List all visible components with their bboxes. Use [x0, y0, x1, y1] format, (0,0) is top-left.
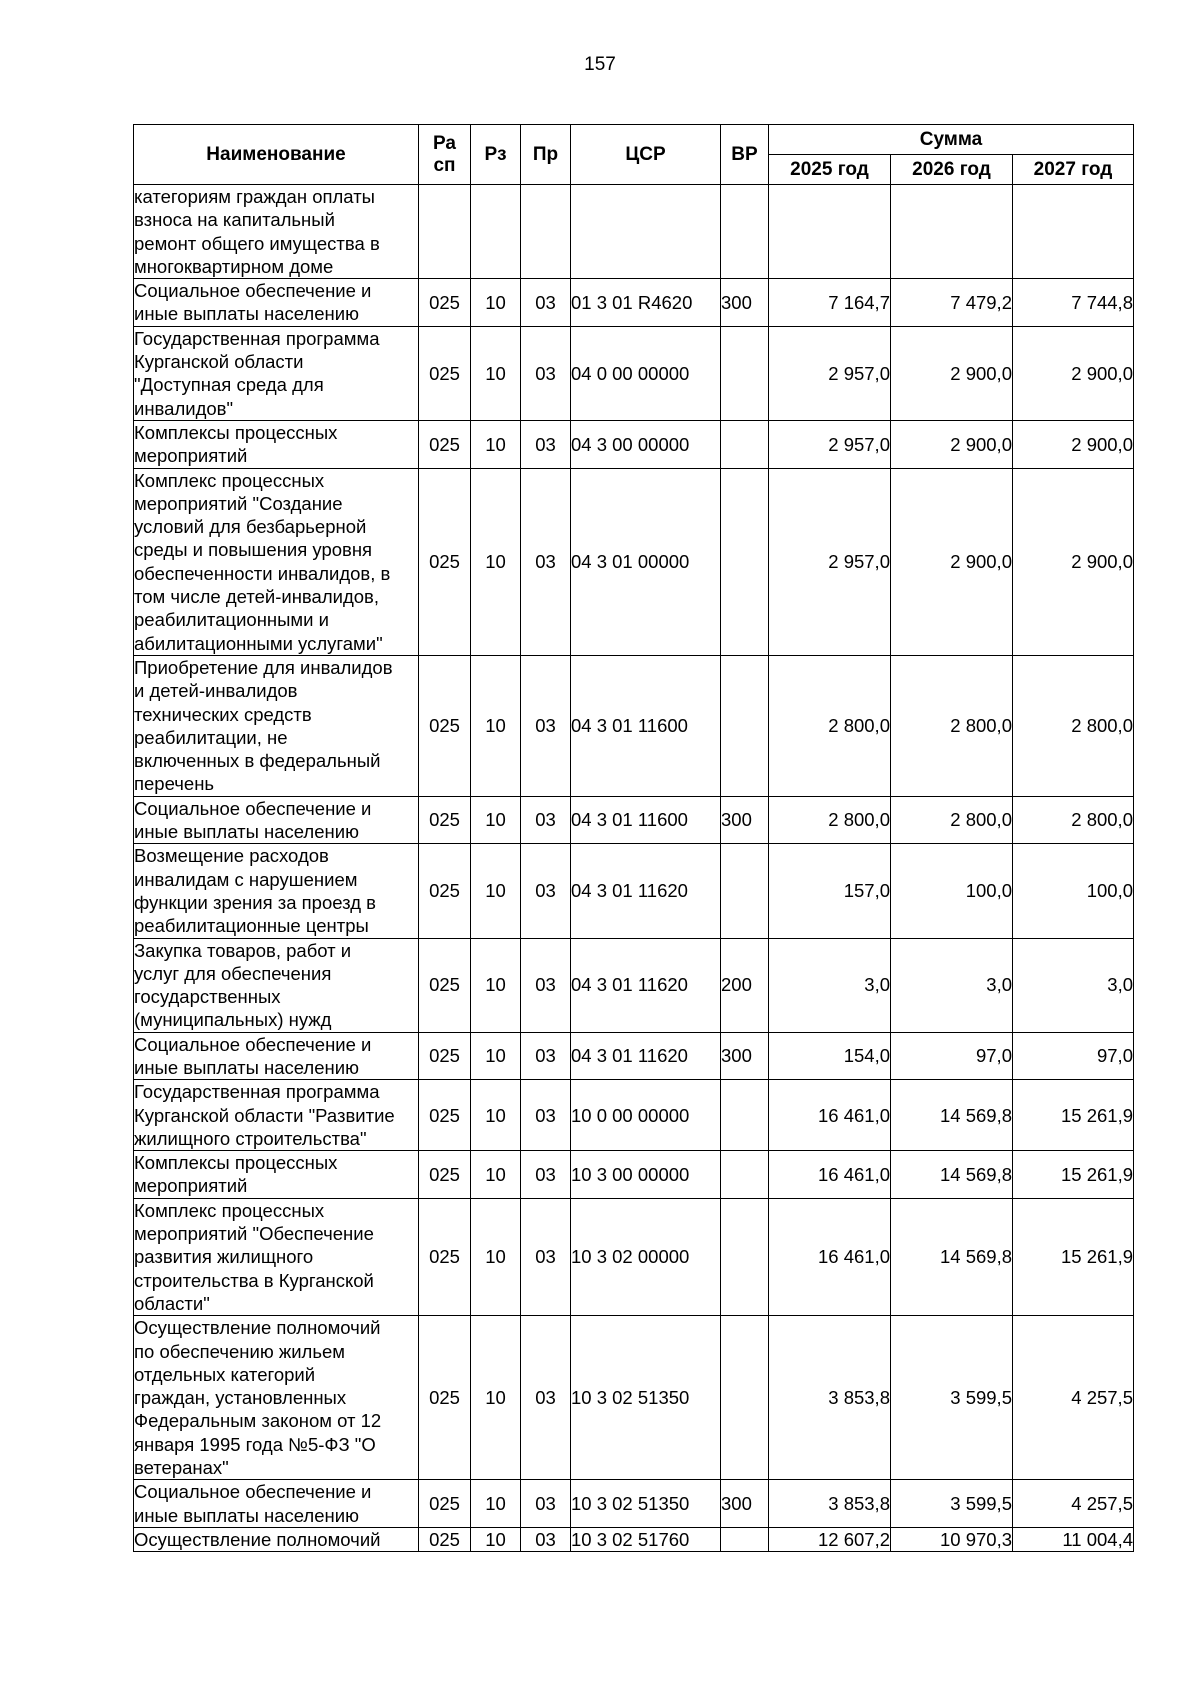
cell-csr: 10 3 02 00000	[571, 1198, 721, 1315]
cell-sum-2027: 15 261,9	[1013, 1198, 1134, 1315]
name-line: перечень	[134, 773, 215, 795]
cell-sum-2025: 2 800,0	[769, 655, 891, 796]
name-line: Социальное обеспечение и	[134, 1481, 372, 1503]
cell-rz: 10	[471, 1316, 521, 1480]
cell-sum-2026: 14 569,8	[891, 1198, 1013, 1315]
name-line: функции зрения за проезд в	[134, 891, 376, 913]
cell-rasp: 025	[419, 938, 471, 1032]
table-row	[134, 1527, 1134, 1551]
cell-name	[134, 1151, 419, 1199]
cell-sum-2025: 154,0	[769, 1032, 891, 1080]
table-row	[134, 796, 1134, 844]
cell-rz	[471, 185, 521, 279]
cell-rz: 10	[471, 468, 521, 655]
cell-csr: 04 3 01 11600	[571, 655, 721, 796]
name-line: мероприятий "Создание	[134, 492, 343, 514]
cell-pr: 03	[521, 1316, 571, 1480]
cell-rz: 10	[471, 420, 521, 468]
header-vr: ВР	[721, 125, 769, 185]
cell-csr: 01 3 01 R4620	[571, 279, 721, 327]
cell-rasp: 025	[419, 1527, 471, 1551]
header-sum: Сумма	[769, 125, 1134, 155]
name-line: мероприятий "Обеспечение	[134, 1223, 374, 1245]
name-line: Социальное обеспечение и	[134, 280, 372, 302]
cell-sum-2027: 2 800,0	[1013, 655, 1134, 796]
name-line: инвалидов"	[134, 397, 234, 419]
cell-pr: 03	[521, 1527, 571, 1551]
cell-pr: 03	[521, 468, 571, 655]
cell-name	[134, 185, 419, 279]
name-line: Комплекс процессных	[134, 469, 325, 491]
cell-rasp: 025	[419, 655, 471, 796]
cell-rasp: 025	[419, 279, 471, 327]
cell-sum-2026: 7 479,2	[891, 279, 1013, 327]
name-line: многоквартирном доме	[134, 255, 334, 277]
cell-rasp: 025	[419, 796, 471, 844]
cell-rz: 10	[471, 1527, 521, 1551]
name-line: Курганской области "Развитие	[134, 1104, 395, 1126]
cell-sum-2026: 97,0	[891, 1032, 1013, 1080]
header-name: Наименование	[134, 125, 419, 185]
cell-rasp: 025	[419, 1032, 471, 1080]
cell-sum-2026: 2 900,0	[891, 468, 1013, 655]
table-row	[134, 279, 1134, 327]
cell-sum-2026: 2 900,0	[891, 326, 1013, 420]
name-line: Осуществление полномочий	[134, 1528, 381, 1550]
name-line: том числе детей-инвалидов,	[134, 586, 380, 608]
cell-vr	[721, 326, 769, 420]
cell-vr: 200	[721, 938, 769, 1032]
cell-pr: 03	[521, 326, 571, 420]
budget-table	[133, 124, 1134, 1552]
cell-pr	[521, 185, 571, 279]
table-row	[134, 468, 1134, 655]
cell-pr: 03	[521, 938, 571, 1032]
table-body	[134, 185, 1134, 1552]
name-line: инвалидам с нарушением	[134, 868, 358, 890]
cell-sum-2026: 3,0	[891, 938, 1013, 1032]
table-row	[134, 1151, 1134, 1199]
cell-name	[134, 1032, 419, 1080]
cell-csr: 04 3 00 00000	[571, 420, 721, 468]
cell-name	[134, 844, 419, 938]
cell-sum-2027: 2 800,0	[1013, 796, 1134, 844]
cell-rz: 10	[471, 279, 521, 327]
cell-rasp: 025	[419, 1316, 471, 1480]
table-row	[134, 420, 1134, 468]
cell-name	[134, 1480, 419, 1528]
cell-sum-2027: 11 004,4	[1013, 1527, 1134, 1551]
cell-rz: 10	[471, 796, 521, 844]
name-line: строительства в Курганской	[134, 1269, 374, 1291]
cell-csr: 04 3 01 11600	[571, 796, 721, 844]
cell-sum-2025: 2 957,0	[769, 468, 891, 655]
name-line: Государственная программа	[134, 1081, 380, 1103]
table-row	[134, 844, 1134, 938]
name-line: иные выплаты населению	[134, 303, 359, 325]
cell-rasp: 025	[419, 844, 471, 938]
header-2025: 2025 год	[769, 155, 891, 185]
cell-csr: 04 3 01 11620	[571, 844, 721, 938]
cell-csr: 10 3 02 51350	[571, 1480, 721, 1528]
cell-rz: 10	[471, 1151, 521, 1199]
name-line: реабилитационные центры	[134, 915, 369, 937]
cell-sum-2025: 2 800,0	[769, 796, 891, 844]
name-line: категориям граждан оплаты	[134, 186, 375, 207]
header-rasp: Ра сп	[419, 125, 471, 185]
name-line: Социальное обеспечение и	[134, 797, 372, 819]
cell-csr: 04 3 01 11620	[571, 1032, 721, 1080]
cell-name	[134, 1527, 419, 1551]
cell-sum-2027: 2 900,0	[1013, 326, 1134, 420]
cell-rz: 10	[471, 1080, 521, 1151]
cell-sum-2025: 2 957,0	[769, 326, 891, 420]
cell-sum-2027: 15 261,9	[1013, 1080, 1134, 1151]
cell-rz: 10	[471, 326, 521, 420]
name-line: ремонт общего имущества в	[134, 232, 380, 254]
cell-pr: 03	[521, 420, 571, 468]
name-line: Курганской области	[134, 351, 304, 373]
name-line: реабилитации, не	[134, 726, 288, 748]
name-line: области"	[134, 1292, 210, 1314]
name-line: "Доступная среда для	[134, 374, 324, 396]
cell-sum-2027: 2 900,0	[1013, 468, 1134, 655]
table-row	[134, 1198, 1134, 1315]
name-line: среды и повышения уровня	[134, 539, 373, 561]
name-line: мероприятий	[134, 1175, 248, 1197]
cell-name	[134, 1198, 419, 1315]
header-pr: Пр	[521, 125, 571, 185]
name-line: государственных	[134, 986, 281, 1008]
cell-name	[134, 420, 419, 468]
name-line: января 1995 года №5-ФЗ "О	[134, 1433, 376, 1455]
cell-name	[134, 1316, 419, 1480]
cell-name	[134, 326, 419, 420]
cell-rasp: 025	[419, 1080, 471, 1151]
table-row	[134, 185, 1134, 279]
cell-sum-2026: 100,0	[891, 844, 1013, 938]
cell-sum-2027: 15 261,9	[1013, 1151, 1134, 1199]
name-line: Социальное обеспечение и	[134, 1033, 372, 1055]
name-line: мероприятий	[134, 445, 248, 467]
cell-pr: 03	[521, 1198, 571, 1315]
name-line: и детей-инвалидов	[134, 680, 298, 702]
cell-vr	[721, 844, 769, 938]
cell-pr: 03	[521, 279, 571, 327]
cell-sum-2026: 3 599,5	[891, 1480, 1013, 1528]
name-line: по обеспечению жильем	[134, 1340, 345, 1362]
name-line: ветеранах"	[134, 1457, 229, 1479]
header-csr: ЦСР	[571, 125, 721, 185]
cell-rasp: 025	[419, 468, 471, 655]
cell-rasp	[419, 185, 471, 279]
cell-rasp: 025	[419, 326, 471, 420]
cell-sum-2026: 3 599,5	[891, 1316, 1013, 1480]
cell-rz: 10	[471, 655, 521, 796]
cell-name	[134, 1080, 419, 1151]
cell-vr: 300	[721, 1032, 769, 1080]
cell-sum-2026: 2 800,0	[891, 796, 1013, 844]
cell-sum-2025: 16 461,0	[769, 1080, 891, 1151]
cell-pr: 03	[521, 1480, 571, 1528]
table-row	[134, 1032, 1134, 1080]
cell-rz: 10	[471, 1198, 521, 1315]
cell-vr: 300	[721, 796, 769, 844]
name-line: обеспеченности инвалидов, в	[134, 562, 391, 584]
name-line: включенных в федеральный	[134, 750, 381, 772]
cell-sum-2026: 10 970,3	[891, 1527, 1013, 1551]
table-row	[134, 326, 1134, 420]
cell-sum-2027: 3,0	[1013, 938, 1134, 1032]
cell-vr	[721, 1080, 769, 1151]
cell-sum-2025: 157,0	[769, 844, 891, 938]
cell-sum-2027: 4 257,5	[1013, 1316, 1134, 1480]
name-line: граждан, установленных	[134, 1387, 347, 1409]
page-number: 157	[584, 54, 616, 75]
cell-name	[134, 796, 419, 844]
cell-sum-2025: 16 461,0	[769, 1198, 891, 1315]
header-rz: Рз	[471, 125, 521, 185]
name-line: взноса на капитальный	[134, 209, 335, 231]
table-row	[134, 938, 1134, 1032]
name-line: (муниципальных) нужд	[134, 1009, 332, 1031]
cell-sum-2026	[891, 185, 1013, 279]
cell-pr: 03	[521, 1032, 571, 1080]
cell-sum-2025: 2 957,0	[769, 420, 891, 468]
cell-sum-2026: 2 800,0	[891, 655, 1013, 796]
cell-rasp: 025	[419, 1480, 471, 1528]
name-line: Осуществление полномочий	[134, 1317, 381, 1339]
header-2026: 2026 год	[891, 155, 1013, 185]
cell-pr: 03	[521, 844, 571, 938]
cell-vr	[721, 1316, 769, 1480]
cell-vr	[721, 420, 769, 468]
cell-name	[134, 279, 419, 327]
name-line: жилищного строительства"	[134, 1127, 367, 1149]
name-line: Комплексы процессных	[134, 421, 338, 443]
header-2027: 2027 год	[1013, 155, 1134, 185]
cell-vr	[721, 185, 769, 279]
name-line: технических средств	[134, 703, 312, 725]
cell-sum-2027: 100,0	[1013, 844, 1134, 938]
table-row	[134, 655, 1134, 796]
cell-sum-2025: 12 607,2	[769, 1527, 891, 1551]
table-row	[134, 1080, 1134, 1151]
name-line: реабилитационными и	[134, 609, 329, 631]
cell-csr: 04 3 01 11620	[571, 938, 721, 1032]
cell-sum-2027	[1013, 185, 1134, 279]
cell-rz: 10	[471, 1032, 521, 1080]
cell-rasp: 025	[419, 1198, 471, 1315]
cell-vr	[721, 468, 769, 655]
name-line: иные выплаты населению	[134, 1056, 359, 1078]
cell-rz: 10	[471, 938, 521, 1032]
cell-rasp: 025	[419, 1151, 471, 1199]
cell-rasp: 025	[419, 420, 471, 468]
cell-csr: 10 0 00 00000	[571, 1080, 721, 1151]
table-row	[134, 1316, 1134, 1480]
name-line: абилитационными услугами"	[134, 632, 383, 654]
cell-name	[134, 468, 419, 655]
cell-sum-2026: 14 569,8	[891, 1151, 1013, 1199]
cell-vr	[721, 1527, 769, 1551]
cell-pr: 03	[521, 1080, 571, 1151]
name-line: иные выплаты населению	[134, 1504, 359, 1526]
name-line: отдельных категорий	[134, 1363, 316, 1385]
name-line: иные выплаты населению	[134, 821, 359, 843]
cell-vr	[721, 1198, 769, 1315]
cell-vr	[721, 655, 769, 796]
cell-csr: 04 3 01 00000	[571, 468, 721, 655]
cell-rz: 10	[471, 1480, 521, 1528]
cell-sum-2026: 2 900,0	[891, 420, 1013, 468]
cell-sum-2027: 4 257,5	[1013, 1480, 1134, 1528]
name-line: Приобретение для инвалидов	[134, 656, 393, 678]
name-line: Возмещение расходов	[134, 845, 329, 867]
cell-sum-2026: 14 569,8	[891, 1080, 1013, 1151]
cell-csr: 10 3 02 51760	[571, 1527, 721, 1551]
name-line: Комплекс процессных	[134, 1199, 325, 1221]
cell-vr	[721, 1151, 769, 1199]
name-line: Комплексы процессных	[134, 1152, 338, 1174]
name-line: Федеральным законом от 12	[134, 1410, 382, 1432]
cell-rz: 10	[471, 844, 521, 938]
cell-sum-2027: 97,0	[1013, 1032, 1134, 1080]
cell-pr: 03	[521, 796, 571, 844]
cell-sum-2025: 3 853,8	[769, 1480, 891, 1528]
cell-csr	[571, 185, 721, 279]
cell-sum-2025: 3,0	[769, 938, 891, 1032]
name-line: Закупка товаров, работ и	[134, 939, 352, 961]
cell-pr: 03	[521, 655, 571, 796]
cell-sum-2025: 3 853,8	[769, 1316, 891, 1480]
cell-csr: 04 0 00 00000	[571, 326, 721, 420]
cell-sum-2025: 16 461,0	[769, 1151, 891, 1199]
name-line: развития жилищного	[134, 1246, 314, 1268]
name-line: Государственная программа	[134, 327, 380, 349]
name-line: услуг для обеспечения	[134, 962, 332, 984]
cell-vr: 300	[721, 279, 769, 327]
cell-csr: 10 3 02 51350	[571, 1316, 721, 1480]
name-line: условий для безбарьерной	[134, 516, 367, 538]
cell-pr: 03	[521, 1151, 571, 1199]
cell-sum-2025: 7 164,7	[769, 279, 891, 327]
cell-name	[134, 938, 419, 1032]
cell-sum-2027: 7 744,8	[1013, 279, 1134, 327]
cell-sum-2025	[769, 185, 891, 279]
cell-sum-2027: 2 900,0	[1013, 420, 1134, 468]
cell-csr: 10 3 00 00000	[571, 1151, 721, 1199]
cell-name	[134, 655, 419, 796]
table-row	[134, 1480, 1134, 1528]
cell-vr: 300	[721, 1480, 769, 1528]
